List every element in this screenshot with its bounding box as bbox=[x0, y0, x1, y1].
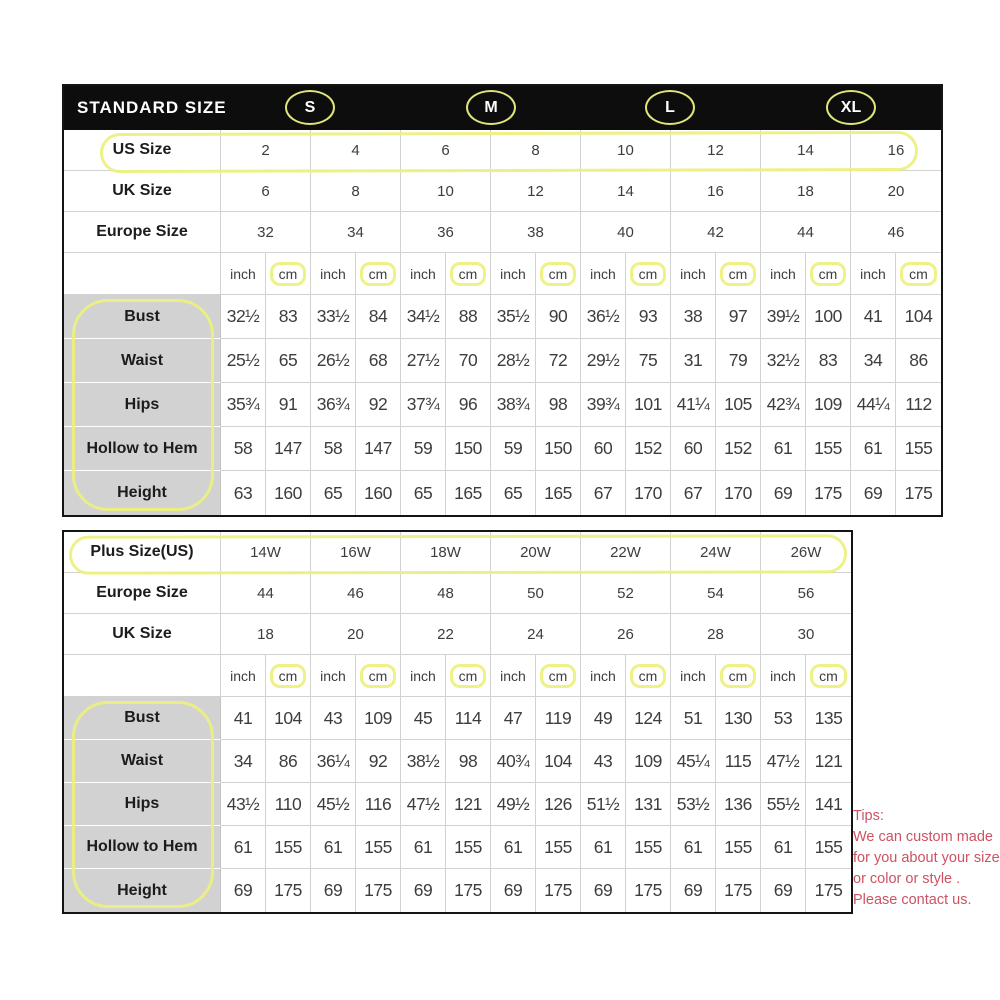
size-value: 26 bbox=[581, 614, 671, 655]
measurement-value: 165 bbox=[446, 471, 491, 515]
measurement-value: 116 bbox=[356, 783, 401, 826]
measurement-value: 155 bbox=[446, 826, 491, 869]
unit-row bbox=[64, 253, 941, 295]
size-header-row bbox=[64, 573, 851, 614]
unit-inch: inch bbox=[311, 253, 356, 295]
unit-cm bbox=[446, 655, 491, 697]
measurement-value: 65 bbox=[491, 471, 536, 515]
measurement-value: 49½ bbox=[491, 783, 536, 826]
size-value: 4 bbox=[311, 130, 401, 171]
measurement-value: 112 bbox=[896, 383, 941, 427]
size-value: 18 bbox=[221, 614, 311, 655]
row-label: Europe Size bbox=[64, 212, 221, 253]
size-value: 26W bbox=[761, 532, 851, 573]
size-value: 56 bbox=[761, 573, 851, 614]
cm-highlight: cm bbox=[630, 262, 667, 286]
measurement-value: 69 bbox=[401, 869, 446, 912]
measurement-value: 34 bbox=[221, 740, 266, 783]
measurement-value: 98 bbox=[536, 383, 581, 427]
measurement-value: 25½ bbox=[221, 339, 266, 383]
measurement-value: 43½ bbox=[221, 783, 266, 826]
measurement-value: 104 bbox=[536, 740, 581, 783]
unit-inch: inch bbox=[761, 253, 806, 295]
cm-highlight: cm bbox=[810, 664, 847, 688]
measurement-value: 101 bbox=[626, 383, 671, 427]
size-value: 40 bbox=[581, 212, 671, 253]
cm-highlight: cm bbox=[630, 664, 667, 688]
measurement-value: 141 bbox=[806, 783, 851, 826]
cm-highlight: cm bbox=[270, 262, 307, 286]
cm-highlight: cm bbox=[270, 664, 307, 688]
measurement-value: 109 bbox=[626, 740, 671, 783]
unit-row-label bbox=[64, 655, 221, 697]
plus-size-table bbox=[62, 530, 853, 914]
size-value: 30 bbox=[761, 614, 851, 655]
unit-cm bbox=[356, 655, 401, 697]
tips-note bbox=[853, 806, 999, 911]
measurement-value: 28½ bbox=[491, 339, 536, 383]
measurement-value: 175 bbox=[904, 482, 933, 503]
measurement-value: 63 bbox=[221, 471, 266, 515]
unit-inch: inch bbox=[671, 655, 716, 697]
measurement-value: 69 bbox=[311, 869, 356, 912]
measurement-value: 61 bbox=[491, 826, 536, 869]
measurement-value: 170 bbox=[716, 471, 761, 515]
measurement-value: 92 bbox=[356, 740, 401, 783]
measurement-value: 109 bbox=[356, 697, 401, 740]
measurement-value: 155 bbox=[806, 826, 851, 869]
measurement-value: 105 bbox=[716, 383, 761, 427]
measurement-value: 59 bbox=[401, 427, 446, 471]
measurement-value: 67 bbox=[671, 471, 716, 515]
measurement-value: 75 bbox=[626, 339, 671, 383]
size-value: 16W bbox=[311, 532, 401, 573]
measurement-value: 27½ bbox=[401, 339, 446, 383]
row-label: Bust bbox=[64, 697, 221, 740]
size-value: 8 bbox=[491, 130, 581, 171]
measurement-value: 126 bbox=[536, 783, 581, 826]
measurement-value: 36½ bbox=[581, 295, 626, 339]
measurement-value: 165 bbox=[536, 471, 581, 515]
size-value: 16 bbox=[671, 171, 761, 212]
row-label: UK Size bbox=[64, 614, 221, 655]
unit-cm bbox=[266, 655, 311, 697]
measurement-value: 38 bbox=[671, 295, 716, 339]
unit-cm bbox=[626, 655, 671, 697]
measurement-value: 47½ bbox=[401, 783, 446, 826]
unit-inch: inch bbox=[401, 253, 446, 295]
measure-row bbox=[64, 471, 941, 515]
size-badge-s: S bbox=[285, 90, 335, 125]
size-value: 8 bbox=[311, 171, 401, 212]
measurement-value: 98 bbox=[446, 740, 491, 783]
cm-highlight: cm bbox=[450, 262, 487, 286]
measurement-value: 152 bbox=[626, 427, 671, 471]
measurement-value: 61 bbox=[221, 826, 266, 869]
measurement-value: 67 bbox=[581, 471, 626, 515]
size-value: 42 bbox=[671, 212, 761, 253]
measurement-value: 175 bbox=[716, 869, 761, 912]
measurement-value: 147 bbox=[266, 427, 311, 471]
measurement-value: 69 bbox=[671, 869, 716, 912]
size-value: 22 bbox=[401, 614, 491, 655]
cm-highlight: cm bbox=[900, 262, 937, 286]
cm-highlight: cm bbox=[540, 664, 577, 688]
measurement-value: 36¾ bbox=[311, 383, 356, 427]
measure-row bbox=[64, 783, 851, 826]
measurement-value: 90 bbox=[536, 295, 581, 339]
tips-title: Tips: bbox=[853, 808, 884, 824]
measurement-value: 38½ bbox=[401, 740, 446, 783]
tips-line: for you about your size bbox=[853, 850, 1000, 866]
measurement-value: 32½ bbox=[221, 295, 266, 339]
measurement-value: 58 bbox=[311, 427, 356, 471]
measurement-value: 92 bbox=[356, 383, 401, 427]
cm-highlight: cm bbox=[360, 664, 397, 688]
measurement-value: 114 bbox=[446, 697, 491, 740]
unit-cm bbox=[356, 253, 401, 295]
measurement-value: 160 bbox=[266, 471, 311, 515]
row-label: Height bbox=[64, 471, 221, 515]
measurement-value: 68 bbox=[356, 339, 401, 383]
measurement-value: 59 bbox=[491, 427, 536, 471]
size-value: 44 bbox=[761, 212, 851, 253]
size-value: 24W bbox=[671, 532, 761, 573]
unit-cm bbox=[806, 253, 851, 295]
size-value: 36 bbox=[401, 212, 491, 253]
measurement-value: 155 bbox=[536, 826, 581, 869]
size-value: 18 bbox=[761, 171, 851, 212]
measure-row bbox=[64, 383, 941, 427]
row-label: US Size bbox=[64, 130, 221, 171]
size-header-row bbox=[64, 532, 851, 573]
measurement-value: 150 bbox=[446, 427, 491, 471]
row-label: Waist bbox=[64, 740, 221, 783]
measurement-value: 86 bbox=[266, 740, 311, 783]
size-value: 20 bbox=[851, 171, 941, 212]
size-value: 52 bbox=[581, 573, 671, 614]
measurement-value: 35½ bbox=[491, 295, 536, 339]
row-label: Hips bbox=[64, 783, 221, 826]
measurement-value: 34½ bbox=[401, 295, 446, 339]
measurement-value: 88 bbox=[446, 295, 491, 339]
measurement-value: 93 bbox=[626, 295, 671, 339]
measurement-value: 170 bbox=[626, 471, 671, 515]
measurement-value: 31 bbox=[671, 339, 716, 383]
unit-inch: inch bbox=[761, 655, 806, 697]
measurement-value: 175 bbox=[446, 869, 491, 912]
standard-size-header-bar bbox=[64, 86, 941, 130]
measurement-value: 51½ bbox=[581, 783, 626, 826]
measurement-value: 155 bbox=[356, 826, 401, 869]
tips-line: or color or style . bbox=[853, 871, 961, 887]
measurement-value: 86 bbox=[896, 339, 941, 383]
measurement-value: 121 bbox=[806, 740, 851, 783]
row-label: Height bbox=[64, 869, 221, 912]
size-value: 32 bbox=[221, 212, 311, 253]
unit-cm bbox=[536, 253, 581, 295]
measurement-value: 32½ bbox=[761, 339, 806, 383]
size-value: 16 bbox=[851, 130, 941, 171]
measurement-value: 69 bbox=[761, 869, 806, 912]
measurement-value: 40¾ bbox=[491, 740, 536, 783]
measurement-value: 136 bbox=[716, 783, 761, 826]
measurement-value: 41 bbox=[851, 295, 896, 339]
measurement-value: 152 bbox=[716, 427, 761, 471]
row-label: Bust bbox=[64, 295, 221, 339]
measurement-value: 58 bbox=[221, 427, 266, 471]
unit-inch: inch bbox=[581, 655, 626, 697]
unit-cm bbox=[536, 655, 581, 697]
unit-inch: inch bbox=[221, 253, 266, 295]
measurement-value: 41¼ bbox=[671, 383, 716, 427]
measurement-value: 121 bbox=[446, 783, 491, 826]
size-value: 46 bbox=[851, 212, 941, 253]
measurement-value: 96 bbox=[446, 383, 491, 427]
measurement-value: 38¾ bbox=[491, 383, 536, 427]
plus-size-table-body bbox=[64, 532, 851, 912]
row-label: Europe Size bbox=[64, 573, 221, 614]
size-value: 54 bbox=[671, 573, 761, 614]
size-value: 44 bbox=[221, 573, 311, 614]
measurement-value: 61 bbox=[401, 826, 446, 869]
measurement-value: 175 bbox=[626, 869, 671, 912]
measurement-value: 110 bbox=[266, 783, 311, 826]
measurement-value: 61 bbox=[761, 826, 806, 869]
measurement-value: 131 bbox=[626, 783, 671, 826]
size-value: 20 bbox=[311, 614, 401, 655]
unit-inch: inch bbox=[491, 253, 536, 295]
measurement-value: 37¾ bbox=[401, 383, 446, 427]
unit-cm bbox=[266, 253, 311, 295]
measurement-value: 69 bbox=[491, 869, 536, 912]
measurement-value: 29½ bbox=[581, 339, 626, 383]
measurement-value: 26½ bbox=[311, 339, 356, 383]
measurement-value: 97 bbox=[716, 295, 761, 339]
measurement-value: 53 bbox=[761, 697, 806, 740]
measurement-value: 175 bbox=[806, 471, 851, 515]
unit-cm bbox=[626, 253, 671, 295]
measurement-value: 61 bbox=[851, 427, 896, 471]
size-value: 18W bbox=[401, 532, 491, 573]
unit-inch: inch bbox=[671, 253, 716, 295]
row-label: Hollow to Hem bbox=[64, 427, 221, 471]
measurement-value: 69 bbox=[581, 869, 626, 912]
measurement-value: 79 bbox=[716, 339, 761, 383]
measurement-value: 175 bbox=[356, 869, 401, 912]
measurement-value: 69 bbox=[761, 471, 806, 515]
measurement-value: 36¼ bbox=[311, 740, 356, 783]
size-header-row bbox=[64, 614, 851, 655]
unit-inch: inch bbox=[221, 655, 266, 697]
size-value: 10 bbox=[401, 171, 491, 212]
measurement-value: 45¼ bbox=[671, 740, 716, 783]
size-badge-xl: XL bbox=[826, 90, 876, 125]
measurement-value: 84 bbox=[356, 295, 401, 339]
measurement-value: 61 bbox=[671, 826, 716, 869]
standard-size-table bbox=[62, 84, 943, 517]
cm-highlight: cm bbox=[360, 262, 397, 286]
measurement-value: 119 bbox=[536, 697, 581, 740]
cm-highlight: cm bbox=[450, 664, 487, 688]
row-label: Waist bbox=[64, 339, 221, 383]
standard-size-table-body bbox=[64, 130, 941, 515]
measurement-value: 45 bbox=[401, 697, 446, 740]
size-header-row bbox=[64, 212, 941, 253]
tips-line: We can custom made bbox=[853, 829, 993, 845]
measurement-value: 124 bbox=[626, 697, 671, 740]
measurement-value: 83 bbox=[806, 339, 851, 383]
size-value: 6 bbox=[401, 130, 491, 171]
size-value: 6 bbox=[221, 171, 311, 212]
size-value: 14W bbox=[221, 532, 311, 573]
standard-size-title: STANDARD SIZE bbox=[77, 98, 227, 117]
measurement-value: 83 bbox=[266, 295, 311, 339]
measurement-value: 61 bbox=[311, 826, 356, 869]
size-badge-m: M bbox=[466, 90, 516, 125]
unit-inch: inch bbox=[581, 253, 626, 295]
measurement-value: 47 bbox=[491, 697, 536, 740]
measurement-value: 51 bbox=[671, 697, 716, 740]
size-value: 38 bbox=[491, 212, 581, 253]
size-value: 12 bbox=[671, 130, 761, 171]
size-value: 28 bbox=[671, 614, 761, 655]
measurement-value: 55½ bbox=[761, 783, 806, 826]
cm-highlight: cm bbox=[720, 262, 757, 286]
tips-line: Please contact us. bbox=[853, 892, 972, 908]
unit-inch: inch bbox=[311, 655, 356, 697]
unit-inch: inch bbox=[491, 655, 536, 697]
row-label: Plus Size(US) bbox=[64, 532, 221, 573]
measurement-value: 41 bbox=[221, 697, 266, 740]
measurement-value: 175 bbox=[814, 880, 843, 900]
cm-highlight: cm bbox=[810, 262, 847, 286]
cm-highlight: cm bbox=[720, 664, 757, 688]
measurement-value: 49 bbox=[581, 697, 626, 740]
size-header-row bbox=[64, 171, 941, 212]
measurement-value: 43 bbox=[311, 697, 356, 740]
measurement-value: 70 bbox=[446, 339, 491, 383]
size-value: 12 bbox=[491, 171, 581, 212]
measurement-value: 104 bbox=[266, 697, 311, 740]
measurement-value: 45½ bbox=[311, 783, 356, 826]
measurement-value: 91 bbox=[266, 383, 311, 427]
unit-cm bbox=[716, 655, 761, 697]
measurement-value: 69 bbox=[851, 471, 896, 515]
measurement-value: 35¾ bbox=[221, 383, 266, 427]
cm-highlight: cm bbox=[540, 262, 577, 286]
size-value: 48 bbox=[401, 573, 491, 614]
unit-cm bbox=[896, 253, 941, 295]
measurement-value: 155 bbox=[896, 427, 941, 471]
unit-cm bbox=[716, 253, 761, 295]
measurement-value: 175 bbox=[536, 869, 581, 912]
measure-row bbox=[64, 826, 851, 869]
measure-row bbox=[64, 427, 941, 471]
unit-row bbox=[64, 655, 851, 697]
measurement-value: 42¾ bbox=[761, 383, 806, 427]
unit-cm bbox=[806, 655, 851, 697]
size-value: 22W bbox=[581, 532, 671, 573]
size-value: 14 bbox=[761, 130, 851, 171]
size-badge-l: L bbox=[645, 90, 695, 125]
size-value: 14 bbox=[581, 171, 671, 212]
measurement-value: 115 bbox=[716, 740, 761, 783]
measurement-value: 72 bbox=[536, 339, 581, 383]
measurement-value: 65 bbox=[266, 339, 311, 383]
measurement-value: 43 bbox=[581, 740, 626, 783]
size-value: 34 bbox=[311, 212, 401, 253]
measurement-value: 61 bbox=[581, 826, 626, 869]
measurement-value: 100 bbox=[806, 295, 851, 339]
measure-row bbox=[64, 339, 941, 383]
size-value: 20W bbox=[491, 532, 581, 573]
measurement-value: 53½ bbox=[671, 783, 716, 826]
row-label: Hips bbox=[64, 383, 221, 427]
measurement-value: 155 bbox=[626, 826, 671, 869]
size-value: 10 bbox=[581, 130, 671, 171]
size-value: 2 bbox=[221, 130, 311, 171]
unit-cm bbox=[446, 253, 491, 295]
measurement-value: 150 bbox=[536, 427, 581, 471]
measurement-value: 104 bbox=[896, 295, 941, 339]
unit-inch: inch bbox=[851, 253, 896, 295]
measure-row bbox=[64, 869, 851, 912]
measurement-value: 109 bbox=[806, 383, 851, 427]
measure-row bbox=[64, 697, 851, 740]
measurement-value: 39¾ bbox=[581, 383, 626, 427]
measure-row bbox=[64, 740, 851, 783]
measurement-value: 60 bbox=[581, 427, 626, 471]
size-value: 50 bbox=[491, 573, 581, 614]
measurement-value: 130 bbox=[716, 697, 761, 740]
measurement-value: 160 bbox=[356, 471, 401, 515]
unit-inch: inch bbox=[401, 655, 446, 697]
measurement-value: 39½ bbox=[761, 295, 806, 339]
measurement-value: 175 bbox=[266, 869, 311, 912]
measurement-value: 65 bbox=[401, 471, 446, 515]
measurement-value: 61 bbox=[761, 427, 806, 471]
size-value: 24 bbox=[491, 614, 581, 655]
measurement-value: 147 bbox=[356, 427, 401, 471]
measurement-value: 69 bbox=[221, 869, 266, 912]
measurement-value: 155 bbox=[266, 826, 311, 869]
measurement-value: 65 bbox=[311, 471, 356, 515]
size-header-row bbox=[64, 130, 941, 171]
measurement-value: 135 bbox=[806, 697, 851, 740]
measurement-value: 34 bbox=[851, 339, 896, 383]
measurement-value: 155 bbox=[716, 826, 761, 869]
measurement-value: 44¼ bbox=[851, 383, 896, 427]
measurement-value: 47½ bbox=[761, 740, 806, 783]
measurement-value: 60 bbox=[671, 427, 716, 471]
row-label: Hollow to Hem bbox=[64, 826, 221, 869]
measurement-value: 155 bbox=[806, 427, 851, 471]
unit-row-label bbox=[64, 253, 221, 295]
row-label: UK Size bbox=[64, 171, 221, 212]
size-value: 46 bbox=[311, 573, 401, 614]
measure-row bbox=[64, 295, 941, 339]
measurement-value: 33½ bbox=[311, 295, 356, 339]
